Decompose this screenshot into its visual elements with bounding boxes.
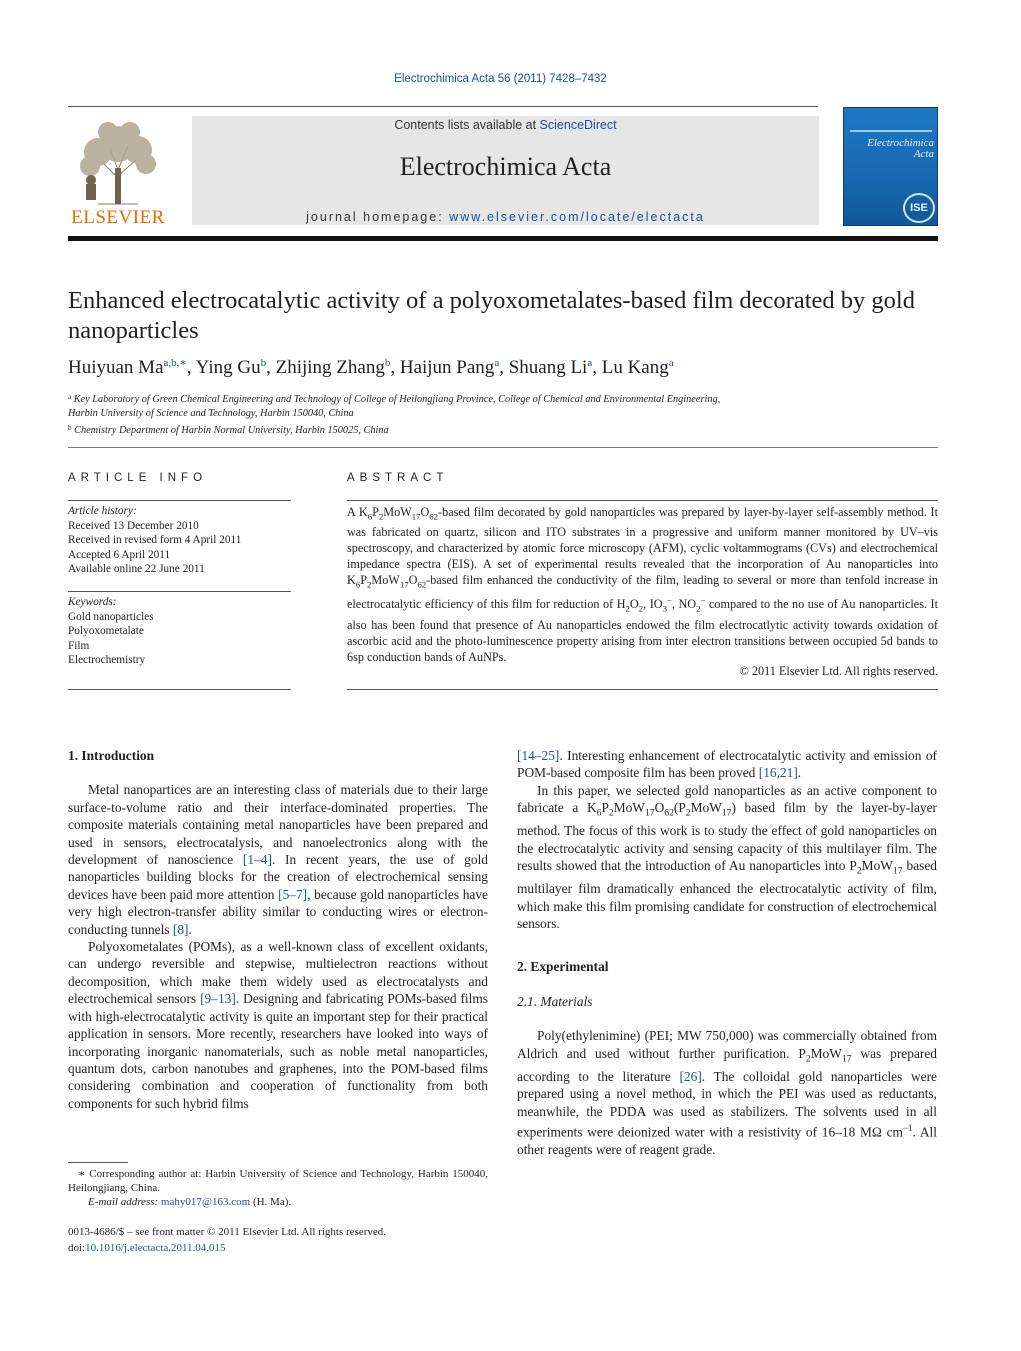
paragraph bbox=[68, 781, 488, 938]
citation-link[interactable]: [8] bbox=[172, 921, 189, 937]
section-rule bbox=[68, 447, 938, 448]
author-affil-mark[interactable]: a,b,∗ bbox=[163, 357, 187, 369]
history-label: Article history: bbox=[68, 505, 137, 517]
compound-formula: $K_6P_2MoW_{17}O_{62}$ bbox=[358, 505, 439, 522]
abstract-span: -based film decorated by gold nanoparticles was prepared by layer-by-layer self-assembly method. It was fabricated on quartz, silicon and ITO substrates in a progressive and uniform manner monitored by UV–vis spectroscopy, and characterized by atomic force microscopy (AFM), cyclic voltammograms (CVs) and electrochemical impedance spectra (EIS). A set of experimental results revealed that the incorporation of Au nanoparticles into bbox=[347, 505, 938, 572]
journal-reference[interactable]: Electrochimica Acta 56 (2011) 7428–7432 bbox=[394, 73, 607, 85]
compound-formula: $K_6P_2MoW_{17}O_{62}(P_2MoW_{17})$ bbox=[586, 800, 736, 819]
author-affil-mark[interactable]: a bbox=[668, 357, 674, 369]
contents-prefix: Contents lists available at bbox=[394, 118, 540, 132]
section-heading: 2. Experimental bbox=[517, 959, 609, 975]
header-thick-rule bbox=[68, 236, 938, 241]
text-span: . In recent years, the use of gold nanoparticles building blocks for the creation of electrochemical sensing devices have been paid more attention bbox=[68, 852, 488, 902]
superscript: −1 bbox=[902, 1122, 913, 1133]
author-name: Zhijing Zhang bbox=[275, 357, 385, 378]
citation-link[interactable]: [1–4] bbox=[242, 852, 272, 868]
contents-line bbox=[192, 118, 819, 132]
footnote-line bbox=[68, 1167, 488, 1195]
affil-mark: a bbox=[68, 393, 72, 401]
journal-cover bbox=[843, 107, 938, 226]
info-rule bbox=[68, 689, 291, 690]
history-item: Received 13 December 2010 bbox=[68, 519, 199, 532]
text-span: . bbox=[797, 765, 802, 781]
journal-title: Electrochimica Acta bbox=[399, 152, 612, 181]
citation-link[interactable]: [9–13] bbox=[200, 991, 236, 1007]
paragraph bbox=[517, 1027, 937, 1158]
affiliations bbox=[68, 390, 948, 438]
affiliation-line: Key Laboratory of Green Chemical Engineering and Technology of College of Heilongjiang Province, College of Chemical and Environmental Engineering, bbox=[73, 394, 721, 405]
article-history bbox=[68, 504, 291, 577]
text-span: In this paper, we selected gold nanoparticles as an active component to fabricate a bbox=[517, 782, 937, 816]
history-item: Accepted 6 April 2011 bbox=[68, 548, 171, 561]
body-left-column bbox=[68, 747, 488, 1112]
citation-link[interactable]: [14–25] bbox=[517, 748, 560, 763]
homepage-prefix: journal homepage: bbox=[306, 210, 450, 224]
body-right-column bbox=[517, 747, 937, 1158]
text-span: Poly(ethylenimine) (PEI; MW 750,000) was commercially obtained from Aldrich and used without further purification. bbox=[517, 1028, 937, 1061]
affil-mark: b bbox=[68, 424, 72, 432]
author-name: Huiyuan Ma bbox=[68, 357, 164, 378]
text-span: . bbox=[188, 921, 192, 937]
abstract-text bbox=[347, 505, 938, 666]
text-span: , because gold nanoparticles have very high electron-transfer ability similar to conducting wires or electron-conducting tunnels bbox=[68, 886, 488, 937]
author-name: Haijun Pang bbox=[399, 357, 495, 378]
affiliation-b bbox=[68, 421, 948, 438]
abstract-heading: ABSTRACT bbox=[347, 472, 449, 484]
sciencedirect-link[interactable]: ScienceDirect bbox=[539, 118, 617, 132]
issn-line: 0013-4686/$ – see front matter © 2011 Elsevier Ltd. All rights reserved. bbox=[68, 1226, 387, 1238]
keywords bbox=[68, 595, 291, 668]
text-span: . Designing and fabricating POMs-based films with high-electrocatalytic activity is quite an important step for their practical application in sensors. More recently, researchers have looked into ways of incorporating inorganic nanomaterials, such as noble metal nanoparticles, quantum dots, carbon nanotubes and graphenes, into the POM-based films considering combination and cooperation of functionality from both components for such hybrid films bbox=[68, 991, 489, 1111]
article-title: Enhanced electrocatalytic activity of a polyoxometalates-based film decorated by gold nanoparticles bbox=[68, 287, 915, 344]
paragraph-continued bbox=[517, 747, 937, 782]
email-label: E-mail address: bbox=[88, 1196, 161, 1209]
corresponding-author-footnote bbox=[68, 1167, 488, 1210]
text-span: Polyoxometalates (POMs), as a well-known class of excellent oxidants, can undergo reversible and stepwise, multielectron reactions without decomposition, which make them widely used as electrocatalysts and electrochemical sensors bbox=[68, 939, 488, 1007]
affiliation-line: Chemistry Department of Harbin Normal University, Harbin 150025, China bbox=[74, 425, 389, 436]
journal-homepage bbox=[192, 210, 819, 224]
article-info-heading: ARTICLE INFO bbox=[68, 472, 208, 484]
keyword: Film bbox=[68, 639, 90, 652]
author-name: Ying Gu bbox=[195, 357, 261, 378]
text-span: . Interesting enhancement of electrocatalytic activity and emission of POM-based composite film has been proved bbox=[517, 748, 937, 781]
cover-title: Electrochimica Acta bbox=[867, 137, 934, 160]
text-span: . The colloidal gold nanoparticles were prepared using a novel method, in which the PEI was used as reductants, meanwhile, the PDDA was used as stabilizers. The solvents used in all experiments were deionized water with a resistivity of 16–18 MΩ cm bbox=[517, 1068, 937, 1140]
keyword: Polyoxometalate bbox=[68, 625, 144, 637]
compound-formula: $P_2MoW_{17}$ bbox=[798, 1045, 852, 1065]
abstract-span: compared to the no use of Au nanoparticles. It also has been found that presence of Au nanoparticles endowed the film electrocatlytic activity towards oxidation of ascorbic acid and the photo-luminescence property arising from inter electron transitions between occupied 5d bands to 6sp conduction bands of AuNPs. bbox=[347, 597, 938, 664]
author-affil-mark[interactable]: a bbox=[587, 357, 593, 369]
text-span: based film by the layer-by-layer method. The focus of this work is to study the effect of gold nanoparticles on the electrocatalytic activity and sensing capacity of this multilayer film. The results showed that the introduction of Au nanoparticles into bbox=[517, 800, 938, 874]
ise-logo-icon: ISE bbox=[903, 193, 935, 223]
text-span: based multilayer film dramatically enhanced the electrocatalytic activity of film, which make this film promising candidate for construction of electrochemical sensors. bbox=[517, 858, 937, 931]
analyte-formulas: $H_2O_2$, $IO_3^-$, $NO_2^-$ bbox=[616, 595, 706, 614]
paragraph bbox=[517, 782, 937, 933]
doi-link[interactable]: 10.1016/j.electacta.2011.04.015 bbox=[85, 1241, 226, 1254]
author-affil-mark[interactable]: b bbox=[260, 357, 267, 369]
affiliation-a-cont: Harbin University of Science and Technology, Harbin 150040, China bbox=[68, 408, 354, 419]
author-name: Shuang Li bbox=[508, 357, 588, 378]
compound-formula: $P_2MoW_{17}$ bbox=[849, 858, 903, 877]
author-affil-mark[interactable]: b bbox=[384, 357, 391, 369]
paragraph bbox=[68, 938, 488, 1112]
author-list: Huiyuan $Ma^{a,b,∗}$, Ying Gu$^b$, Zhijing Zhang$^b$, Haijun Pang$^a$, Shuang Li$^a$, Lu Kang$^a$ bbox=[68, 357, 674, 378]
affiliation-a bbox=[68, 390, 948, 407]
section-heading: 1. Introduction bbox=[68, 748, 155, 763]
info-rule bbox=[68, 591, 291, 592]
keyword: Electrochemistry bbox=[68, 654, 146, 666]
author-name: Lu Kang bbox=[601, 357, 669, 378]
abstract-rule bbox=[347, 500, 938, 501]
doi-line bbox=[68, 1241, 488, 1257]
keywords-label: Keywords: bbox=[68, 596, 117, 608]
footnote-star: ∗ bbox=[78, 1168, 86, 1180]
elsevier-wordmark: ELSEVIER bbox=[71, 207, 165, 228]
email-suffix: (H. Ma). bbox=[250, 1196, 292, 1209]
abstract-rule bbox=[347, 689, 938, 690]
citation-link[interactable]: [26] bbox=[679, 1068, 702, 1084]
footnote-rule bbox=[68, 1162, 128, 1163]
history-item: Received in revised form 4 April 2011 bbox=[68, 534, 242, 546]
info-rule bbox=[68, 500, 291, 501]
page-footer bbox=[68, 1225, 488, 1256]
doi-label: doi: bbox=[68, 1241, 86, 1254]
text-span: . All other reagents were of reagent grade. bbox=[517, 1124, 937, 1157]
abstract-span: -based film enhanced the conductivity of the film, leading to several or more than tenfold increase in electrocatalytic efficiency of this film for reduction of bbox=[347, 573, 938, 612]
footnote-email bbox=[68, 1195, 488, 1209]
homepage-link[interactable]: www.elsevier.com/locate/electacta bbox=[449, 210, 705, 224]
footnote-text: Corresponding author at: Harbin University of Science and Technology, Harbin 150040, Heilongjiang, China. bbox=[68, 1168, 488, 1195]
email-link[interactable]: mahy017@163.com bbox=[160, 1196, 251, 1209]
subsection-heading: 2.1. Materials bbox=[517, 993, 593, 1009]
cover-bar bbox=[850, 130, 932, 132]
keyword: Gold nanoparticles bbox=[68, 610, 154, 623]
compound-formula: $K_6P_2MoW_{17}O_{62}$ bbox=[347, 573, 427, 590]
abstract-span: A bbox=[347, 505, 359, 519]
text-span: Metal nanopartices are an interesting class of materials due to their large surface-to-volume ratio and their interface-dominated properties. The composite materials containing metal nanoparticles have been prepared and used in sensors, electrocatalysis, and nanoelectronics along with the development of nanoscience bbox=[68, 782, 488, 868]
copyright: © 2011 Elsevier Ltd. All rights reserved. bbox=[739, 664, 938, 678]
citation-link[interactable]: [16,21] bbox=[758, 765, 798, 781]
citation-link[interactable]: [5–7] bbox=[278, 886, 308, 902]
history-item: Available online 22 June 2011 bbox=[68, 563, 205, 575]
author-affil-mark[interactable]: a bbox=[494, 357, 500, 369]
header-rule bbox=[68, 106, 818, 107]
text-span: was prepared according to the literature bbox=[517, 1045, 937, 1084]
